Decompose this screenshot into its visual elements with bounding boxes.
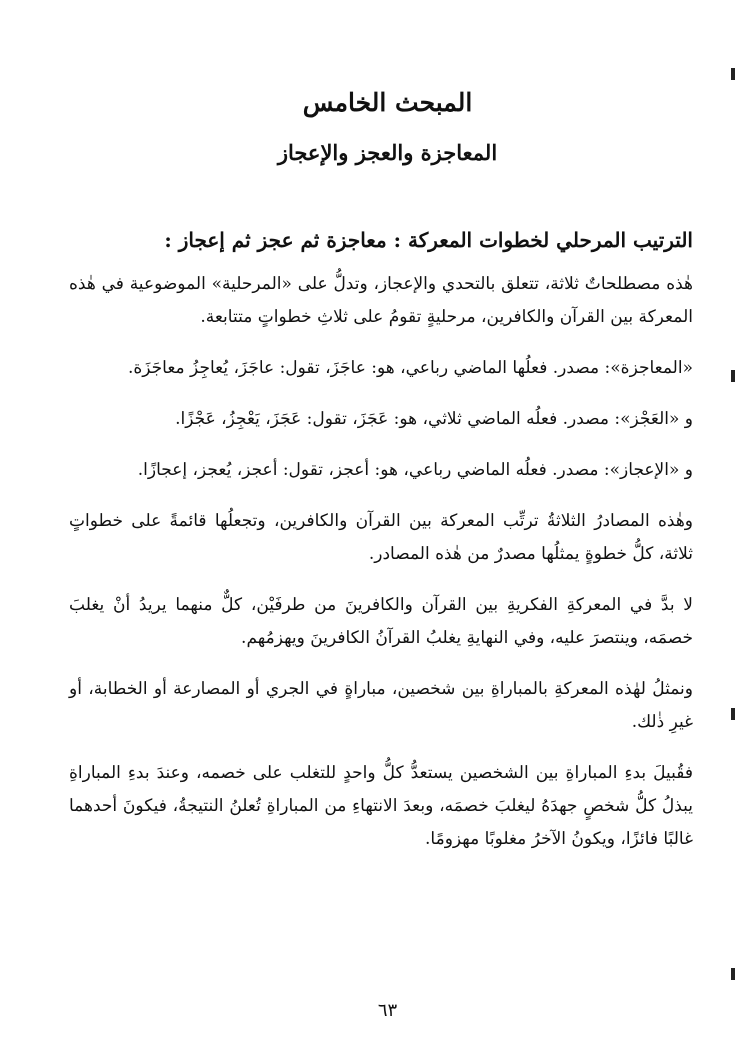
paragraph-ijaz: و «الإعجاز»: مصدر. فعلُه الماضي رباعي، هو: أعجز، تقول: أعجز، يُعجز، إعجازًا.: [137, 460, 693, 480]
body-text: [69, 268, 693, 874]
paragraph-match-stages: فقُبيلَ بدءِ المباراةِ بين الشخصين يستعدُّ كلُّ واحدٍ للتغلب على خصمه، وعندَ بدءِ المباراةِ يبذلُ كلُّ شخصٍ جهدَهُ ليغلبَ خصمَه، وبعدَ الانتهاءِ من المباراةِ تُعلنُ النتيجةُ، فيكونَ أحدهما غالبًا فائزًا، ويكونُ الآخرُ مغلوبًا مهزومًا.: [69, 763, 693, 849]
page-edge-mark: [731, 68, 735, 80]
paragraph-two-sides: لا بدَّ في المعركةِ الفكريةِ بين القرآن والكافرينَ من طرفَيْن، كلٌّ منهما يريدُ أنْ يغلبَ خصمَه، وينتصرَ عليه، وفي النهايةِ يغلبُ القرآنُ الكافرينَ ويهزمُهم.: [69, 595, 693, 648]
paragraph-definitions-intro: هٰذه مصطلحاتٌ ثلاثة، تتعلق بالتحدي والإعجاز، وتدلُّ على «المرحلية» الموضوعية في هٰذه المعركة بين القرآن والكافرين، مرحليةٍ تقومُ على ثلاثِ خطواتٍ متتابعة.: [69, 274, 693, 327]
paragraph-match-analogy: ونمثلُ لهٰذه المعركةِ بالمباراةِ بين شخصين، مباراةٍ في الجري أو المصارعة أو الخطابة، أو غيرِ ذٰلك.: [69, 679, 693, 732]
page-edge-mark: [731, 968, 735, 980]
chapter-title: المبحث الخامس: [302, 88, 473, 117]
paragraph-muajaza: «المعاجزة»: مصدر. فعلُها الماضي رباعي، هو: عاجَزَ، تقول: عاجَزَ، يُعاجِزُ معاجَزَة.: [127, 358, 693, 378]
page-edge-mark: [731, 708, 735, 720]
page-number: ٦٣: [377, 1000, 398, 1021]
page-edge-mark: [731, 370, 735, 382]
chapter-subtitle: المعاجزة والعجز والإعجاز: [277, 140, 498, 165]
section-heading: الترتيب المرحلي لخطوات المعركة : معاجزة ثم عجز ثم إعجاز :: [164, 228, 693, 252]
paragraph-ajz: و «العَجْز»: مصدر. فعلُه الماضي ثلاثي، هو: عَجَزَ، تقول: عَجَزَ، يَعْجِزُ، عَجْزًا.: [175, 409, 693, 429]
paragraph-three-steps: وهٰذه المصادرُ الثلاثةُ ترتِّب المعركة بين القرآن والكافرين، وتجعلُها قائمةً على خطواتٍ ثلاثة، كلُّ خطوةٍ يمثلُها مصدرٌ من هٰذه المصادر.: [69, 511, 693, 564]
